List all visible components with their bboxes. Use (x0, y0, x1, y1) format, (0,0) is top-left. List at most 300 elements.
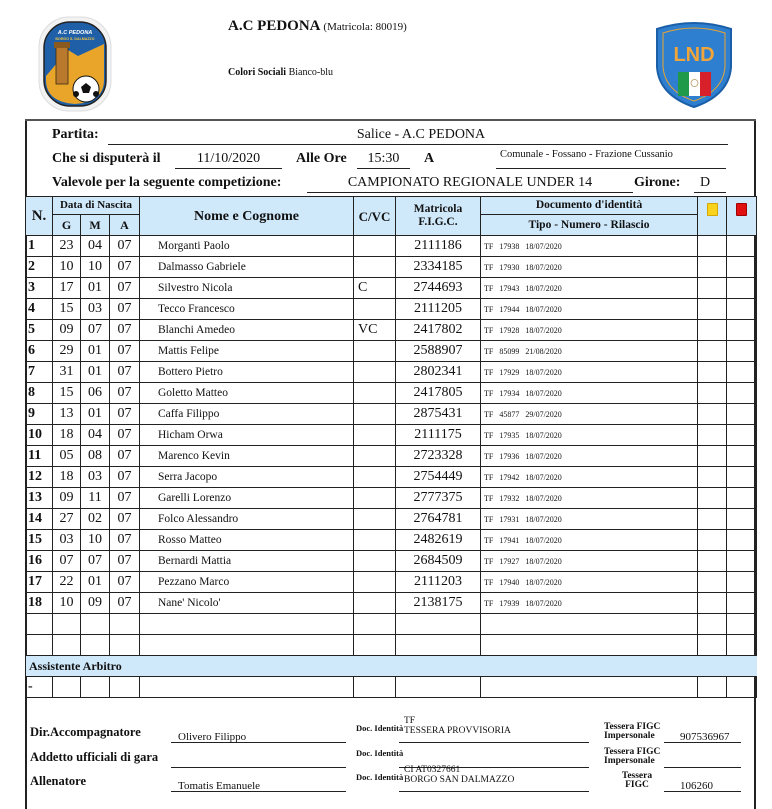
player-document (481, 509, 698, 530)
captain-role (354, 341, 396, 362)
lnd-logo-text: LND (673, 44, 715, 66)
birth-month: 10 (81, 530, 110, 551)
captain-role (354, 383, 396, 404)
roster-table (25, 196, 757, 698)
row-number: 9 (26, 404, 53, 425)
doc-number: 85099 (499, 346, 520, 356)
birth-year: 07 (110, 446, 140, 467)
doc-date: 18/07/2020 (525, 493, 562, 503)
player-name: Folco Alessandro (140, 509, 354, 530)
header-divider (25, 119, 756, 121)
birth-month: 07 (81, 320, 110, 341)
doc-number: 17932 (499, 493, 520, 503)
venue-field[interactable] (496, 149, 726, 169)
yellow-card-cell[interactable] (698, 572, 727, 593)
player-name: Morganti Paolo (140, 236, 354, 257)
col-header-document: Documento d'identità (481, 197, 698, 215)
yellow-card-cell[interactable] (698, 425, 727, 446)
time-label: Alle Ore (296, 151, 347, 166)
red-card-cell[interactable] (727, 299, 757, 320)
empty-cell[interactable] (81, 635, 110, 656)
doc-type: TF (484, 325, 494, 335)
doc-type: TF (484, 493, 494, 503)
row-number: 16 (26, 551, 53, 572)
date-value: 11/10/2020 (196, 151, 261, 166)
empty-cell[interactable] (53, 677, 81, 698)
doc-type: TF (484, 514, 494, 524)
empty-cell[interactable] (354, 677, 396, 698)
yellow-card-cell[interactable] (698, 446, 727, 467)
staff-name-field[interactable] (171, 748, 346, 768)
empty-cell[interactable] (26, 635, 53, 656)
player-matricola: 2138175 (396, 593, 481, 614)
doc-type: TF (484, 304, 494, 314)
yellow-card-cell[interactable] (698, 488, 727, 509)
tessera-label-line1: Tessera (621, 771, 653, 781)
assistant-row-number: - (26, 677, 53, 698)
doc-date: 18/07/2020 (525, 472, 562, 482)
birth-day: 18 (53, 425, 81, 446)
empty-cell[interactable] (354, 635, 396, 656)
player-document (481, 257, 698, 278)
red-card-cell[interactable] (727, 404, 757, 425)
empty-cell[interactable] (727, 677, 757, 698)
red-card-cell[interactable] (727, 572, 757, 593)
table-row (26, 320, 757, 341)
table-row (26, 551, 757, 572)
player-matricola: 2482619 (396, 530, 481, 551)
staff-name: Olivero Filippo (178, 731, 247, 743)
empty-cell[interactable] (26, 614, 53, 635)
player-name: Goletto Matteo (140, 383, 354, 404)
row-number: 7 (26, 362, 53, 383)
captain-role (354, 467, 396, 488)
girone-field[interactable] (694, 175, 726, 193)
yellow-card-cell[interactable] (698, 404, 727, 425)
doc-type: TF (484, 388, 494, 398)
tessera-label (604, 748, 660, 766)
assistant-section-label: Assistente Arbitro (26, 656, 757, 677)
red-card-cell[interactable] (727, 362, 757, 383)
empty-row (26, 614, 757, 635)
player-name: Rosso Matteo (140, 530, 354, 551)
venue-label: A (424, 151, 435, 166)
player-document (481, 425, 698, 446)
table-row (26, 278, 757, 299)
empty-cell[interactable] (140, 635, 354, 656)
player-document (481, 530, 698, 551)
col-header-matricola (396, 197, 481, 236)
player-matricola: 2744693 (396, 278, 481, 299)
assistant-section-row (26, 656, 757, 677)
player-name: Pezzano Marco (140, 572, 354, 593)
birth-day: 23 (53, 236, 81, 257)
birth-day: 15 (53, 299, 81, 320)
table-row (26, 467, 757, 488)
partita-field[interactable] (108, 127, 728, 145)
empty-cell[interactable] (110, 635, 140, 656)
empty-cell[interactable] (81, 614, 110, 635)
doc-number: 17938 (499, 241, 520, 251)
birth-day: 27 (53, 509, 81, 530)
row-number: 18 (26, 593, 53, 614)
doc-identity-label-text: Doc. Identità (356, 723, 404, 733)
birth-year: 07 (110, 320, 140, 341)
doc-type: TF (484, 430, 494, 440)
player-document (481, 341, 698, 362)
empty-cell[interactable] (396, 677, 481, 698)
doc-number: 17940 (499, 577, 520, 587)
birth-day: 18 (53, 467, 81, 488)
empty-cell[interactable] (396, 635, 481, 656)
empty-cell[interactable] (481, 677, 698, 698)
red-card-cell[interactable] (727, 278, 757, 299)
partita-value: Salice - A.C PEDONA (356, 127, 486, 142)
empty-cell[interactable] (698, 635, 727, 656)
birth-month: 01 (81, 362, 110, 383)
empty-cell[interactable] (53, 614, 81, 635)
birth-day: 29 (53, 341, 81, 362)
col-header-month: M (81, 215, 110, 236)
birth-month: 03 (81, 467, 110, 488)
staff-name-field[interactable] (171, 723, 346, 743)
red-card-cell[interactable] (727, 257, 757, 278)
yellow-card-cell[interactable] (698, 362, 727, 383)
red-card-cell[interactable] (727, 320, 757, 341)
red-card-cell[interactable] (727, 467, 757, 488)
club-title (228, 18, 407, 35)
birth-year: 07 (110, 551, 140, 572)
doc-number: 17928 (499, 325, 520, 335)
doc-type: TF (484, 556, 494, 566)
captain-role (354, 425, 396, 446)
club-matricola: (Matricola: 80019) (323, 21, 407, 33)
venue-value: Comunale - Fossano - Frazione Cussanio (500, 149, 673, 160)
tessera-label (604, 723, 660, 741)
table-row (26, 404, 757, 425)
time-field[interactable] (357, 151, 410, 169)
player-name: Dalmasso Gabriele (140, 257, 354, 278)
table-row (26, 362, 757, 383)
table-row (26, 236, 757, 257)
row-number: 13 (26, 488, 53, 509)
club-crest-icon (38, 16, 112, 112)
yellow-card-cell[interactable] (698, 530, 727, 551)
doc-type: TF (484, 451, 494, 461)
captain-role (354, 593, 396, 614)
staff-doc-line1: CI AT0327661 (404, 765, 461, 775)
staff-doc-line2: BORGO SAN DALMAZZO (404, 774, 515, 785)
birth-year: 07 (110, 488, 140, 509)
empty-cell[interactable] (140, 677, 354, 698)
birth-day: 03 (53, 530, 81, 551)
row-number: 10 (26, 425, 53, 446)
staff-role: Dir.Accompagnatore (30, 725, 141, 739)
birth-year: 07 (110, 509, 140, 530)
empty-cell[interactable] (110, 677, 140, 698)
doc-number: 17943 (499, 283, 520, 293)
birth-year: 07 (110, 341, 140, 362)
staff-name: Tomatis Emanuele (178, 780, 261, 792)
doc-date: 18/07/2020 (525, 304, 562, 314)
empty-cell[interactable] (481, 635, 698, 656)
doc-type: TF (484, 241, 494, 251)
doc-date: 18/07/2020 (525, 451, 562, 461)
assistant-row (26, 677, 757, 698)
player-matricola: 2334185 (396, 257, 481, 278)
empty-cell[interactable] (698, 677, 727, 698)
row-number: 17 (26, 572, 53, 593)
yellow-card-icon (707, 203, 718, 216)
doc-type: TF (484, 409, 494, 419)
empty-cell[interactable] (140, 614, 354, 635)
captain-role (354, 362, 396, 383)
empty-cell[interactable] (727, 614, 757, 635)
doc-number: 17936 (499, 451, 520, 461)
doc-identity-label (356, 723, 404, 733)
girone-value: D (700, 175, 711, 190)
tessera-label-line1: Tessera FIGC (604, 722, 661, 732)
red-card-cell[interactable] (727, 509, 757, 530)
table-row (26, 341, 757, 362)
row-number: 6 (26, 341, 53, 362)
doc-type: TF (484, 262, 494, 272)
tessera-label (612, 772, 662, 790)
birth-month: 03 (81, 299, 110, 320)
player-document (481, 299, 698, 320)
player-name: Blanchi Amedeo (140, 320, 354, 341)
birth-month: 01 (81, 572, 110, 593)
girone-label: Girone: (634, 175, 681, 190)
yellow-card-cell[interactable] (698, 341, 727, 362)
birth-year: 07 (110, 362, 140, 383)
col-header-name: Nome e Cognome (140, 197, 354, 236)
doc-type: TF (484, 535, 494, 545)
birth-year: 07 (110, 425, 140, 446)
yellow-card-cell[interactable] (698, 467, 727, 488)
col-header-document-sub: Tipo - Numero - Rilascio (481, 215, 698, 236)
tessera-value: 106260 (680, 780, 713, 792)
doc-identity-label-text: Doc. Identità (356, 772, 404, 782)
tessera-field[interactable] (664, 723, 741, 743)
doc-type: TF (484, 283, 494, 293)
player-matricola: 2417802 (396, 320, 481, 341)
table-row (26, 299, 757, 320)
row-number: 8 (26, 383, 53, 404)
birth-month: 01 (81, 341, 110, 362)
doc-identity-label (356, 748, 404, 758)
row-number: 14 (26, 509, 53, 530)
doc-number: 17944 (499, 304, 520, 314)
captain-role (354, 572, 396, 593)
col-header-year: A (110, 215, 140, 236)
player-document (481, 572, 698, 593)
table-row (26, 257, 757, 278)
doc-date: 21/08/2020 (525, 346, 562, 356)
empty-cell[interactable] (727, 635, 757, 656)
doc-type: TF (484, 577, 494, 587)
doc-date: 18/07/2020 (525, 388, 562, 398)
player-matricola: 2417805 (396, 383, 481, 404)
staff-document-field[interactable] (399, 717, 589, 743)
captain-role (354, 551, 396, 572)
player-document (481, 467, 698, 488)
birth-month: 08 (81, 446, 110, 467)
red-card-cell[interactable] (727, 593, 757, 614)
tessera-label-line1: Tessera FIGC (604, 747, 661, 757)
tessera-label-line2: Impersonale (604, 731, 655, 741)
player-document (481, 593, 698, 614)
doc-date: 18/07/2020 (525, 598, 562, 608)
birth-day: 17 (53, 278, 81, 299)
red-card-cell[interactable] (727, 425, 757, 446)
doc-date: 18/07/2020 (525, 577, 562, 587)
yellow-card-cell[interactable] (698, 593, 727, 614)
doc-type: TF (484, 598, 494, 608)
birth-day: 15 (53, 383, 81, 404)
player-matricola: 2875431 (396, 404, 481, 425)
birth-month: 06 (81, 383, 110, 404)
empty-cell[interactable] (81, 677, 110, 698)
row-number: 2 (26, 257, 53, 278)
empty-cell[interactable] (53, 635, 81, 656)
col-header-captain: C/VC (354, 197, 396, 236)
birth-month: 01 (81, 404, 110, 425)
row-number: 3 (26, 278, 53, 299)
yellow-card-cell[interactable] (698, 299, 727, 320)
staff-name-field[interactable] (171, 772, 346, 792)
birth-year: 07 (110, 383, 140, 404)
club-colors (228, 67, 333, 78)
yellow-card-cell[interactable] (698, 320, 727, 341)
yellow-card-cell[interactable] (698, 278, 727, 299)
tessera-field[interactable] (664, 772, 741, 792)
empty-cell[interactable] (110, 614, 140, 635)
player-document (481, 404, 698, 425)
doc-date: 18/07/2020 (525, 514, 562, 524)
yellow-card-cell[interactable] (698, 551, 727, 572)
captain-role (354, 236, 396, 257)
table-row (26, 509, 757, 530)
player-matricola: 2111175 (396, 425, 481, 446)
doc-identity-label-text: Doc. Identità (356, 748, 404, 758)
player-document (481, 278, 698, 299)
player-matricola: 2111205 (396, 299, 481, 320)
birth-day: 10 (53, 593, 81, 614)
player-matricola: 2723328 (396, 446, 481, 467)
birth-month: 02 (81, 509, 110, 530)
club-colors-label: Colori Sociali (228, 67, 287, 78)
empty-cell[interactable] (354, 614, 396, 635)
yellow-card-cell[interactable] (698, 383, 727, 404)
player-document (481, 551, 698, 572)
competition-field[interactable] (307, 175, 633, 193)
birth-day: 22 (53, 572, 81, 593)
red-card-cell[interactable] (727, 530, 757, 551)
birth-day: 31 (53, 362, 81, 383)
club-logo-text: A.C PEDONA (57, 30, 93, 36)
captain-role (354, 488, 396, 509)
tessera-label-line2: Impersonale (604, 756, 655, 766)
birth-year: 07 (110, 593, 140, 614)
row-number: 1 (26, 236, 53, 257)
col-header-number: N. (26, 197, 53, 236)
col-header-birth-date: Data di Nascita (53, 197, 140, 215)
yellow-card-cell[interactable] (698, 236, 727, 257)
player-matricola: 2111203 (396, 572, 481, 593)
col-header-day: G (53, 215, 81, 236)
doc-number: 17935 (499, 430, 520, 440)
red-card-cell[interactable] (727, 488, 757, 509)
red-card-cell[interactable] (727, 446, 757, 467)
red-card-cell[interactable] (727, 236, 757, 257)
empty-cell[interactable] (481, 614, 698, 635)
birth-day: 13 (53, 404, 81, 425)
table-row (26, 383, 757, 404)
date-field[interactable] (175, 151, 282, 169)
row-number: 15 (26, 530, 53, 551)
doc-date: 18/07/2020 (525, 241, 562, 251)
doc-date: 18/07/2020 (525, 367, 562, 377)
red-card-cell[interactable] (727, 341, 757, 362)
tessera-field[interactable] (664, 748, 741, 768)
doc-number: 17942 (499, 472, 520, 482)
doc-identity-label (356, 772, 404, 782)
competition-value: CAMPIONATO REGIONALE UNDER 14 (347, 175, 593, 190)
birth-month: 01 (81, 278, 110, 299)
empty-cell[interactable] (396, 614, 481, 635)
birth-month: 11 (81, 488, 110, 509)
tessera-value: 907536967 (680, 731, 730, 743)
red-card-cell[interactable] (727, 551, 757, 572)
yellow-card-cell[interactable] (698, 257, 727, 278)
yellow-card-cell[interactable] (698, 509, 727, 530)
captain-role (354, 530, 396, 551)
partita-label: Partita: (52, 127, 99, 142)
table-row (26, 530, 757, 551)
birth-month: 04 (81, 236, 110, 257)
staff-document-field[interactable] (399, 766, 589, 792)
doc-date: 29/07/2020 (525, 409, 562, 419)
doc-number: 17939 (499, 598, 520, 608)
captain-role (354, 299, 396, 320)
player-name: Serra Jacopo (140, 467, 354, 488)
captain-role (354, 257, 396, 278)
doc-date: 18/07/2020 (525, 535, 562, 545)
lnd-shield-icon (655, 19, 733, 109)
player-name: Bottero Pietro (140, 362, 354, 383)
doc-date: 18/07/2020 (525, 430, 562, 440)
doc-date: 18/07/2020 (525, 556, 562, 566)
player-matricola: 2684509 (396, 551, 481, 572)
player-name: Silvestro Nicola (140, 278, 354, 299)
birth-month: 09 (81, 593, 110, 614)
staff-role: Addetto ufficiali di gara (30, 750, 159, 764)
doc-date: 18/07/2020 (525, 283, 562, 293)
club-logo-subtext: BORGO S. DALMAZZO (55, 37, 95, 41)
doc-number: 17929 (499, 367, 520, 377)
empty-cell[interactable] (698, 614, 727, 635)
doc-date: 18/07/2020 (525, 262, 562, 272)
player-matricola: 2111186 (396, 236, 481, 257)
date-label: Che si disputerà il (52, 151, 161, 166)
table-row (26, 572, 757, 593)
doc-number: 17927 (499, 556, 520, 566)
birth-month: 04 (81, 425, 110, 446)
birth-year: 07 (110, 467, 140, 488)
red-card-cell[interactable] (727, 383, 757, 404)
birth-year: 07 (110, 530, 140, 551)
